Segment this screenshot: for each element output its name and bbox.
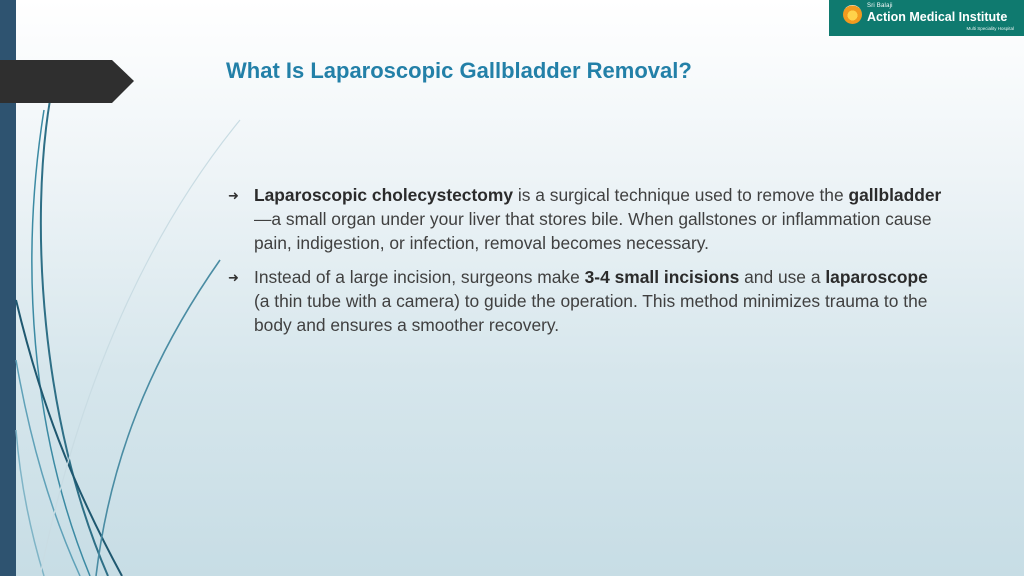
hospital-logo xyxy=(829,0,1024,36)
term-small-incisions: 3-4 small incisions xyxy=(584,267,740,287)
slide-title: What Is Laparoscopic Gallbladder Removal? xyxy=(226,58,692,83)
logo-name: Action Medical Institute xyxy=(867,10,1008,24)
arrow-right-icon: ➜ xyxy=(228,270,239,285)
arrow-right-icon: ➜ xyxy=(228,188,239,203)
bullet-text: is a surgical technique used to remove the xyxy=(513,185,849,205)
logo-emblem-icon xyxy=(843,5,862,24)
bullet-text: (a thin tube with a camera) to guide the operation. This method minimizes trauma to the body and ensures a smoother recovery. xyxy=(254,291,928,335)
list-item xyxy=(228,265,948,337)
bullet-text: Instead of a large incision, surgeons make xyxy=(254,267,585,287)
bullet-list xyxy=(228,183,948,347)
bullet-text: and use a xyxy=(739,267,826,287)
title-arrow-tab xyxy=(0,60,134,103)
term-laparoscope: laparoscope xyxy=(825,267,928,287)
bullet-text: —a small organ under your liver that stores bile. When gallstones or inflammation cause pain, indigestion, or infection, removal becomes necessary. xyxy=(254,209,932,253)
list-item xyxy=(228,183,948,255)
logo-prefix: Sri Balaji xyxy=(867,3,893,9)
term-gallbladder: gallbladder xyxy=(848,185,942,205)
logo-tagline: Multi Speciality Hospital xyxy=(966,26,1014,31)
term-laparoscopic-cholecystectomy: Laparoscopic cholecystectomy xyxy=(254,185,514,205)
